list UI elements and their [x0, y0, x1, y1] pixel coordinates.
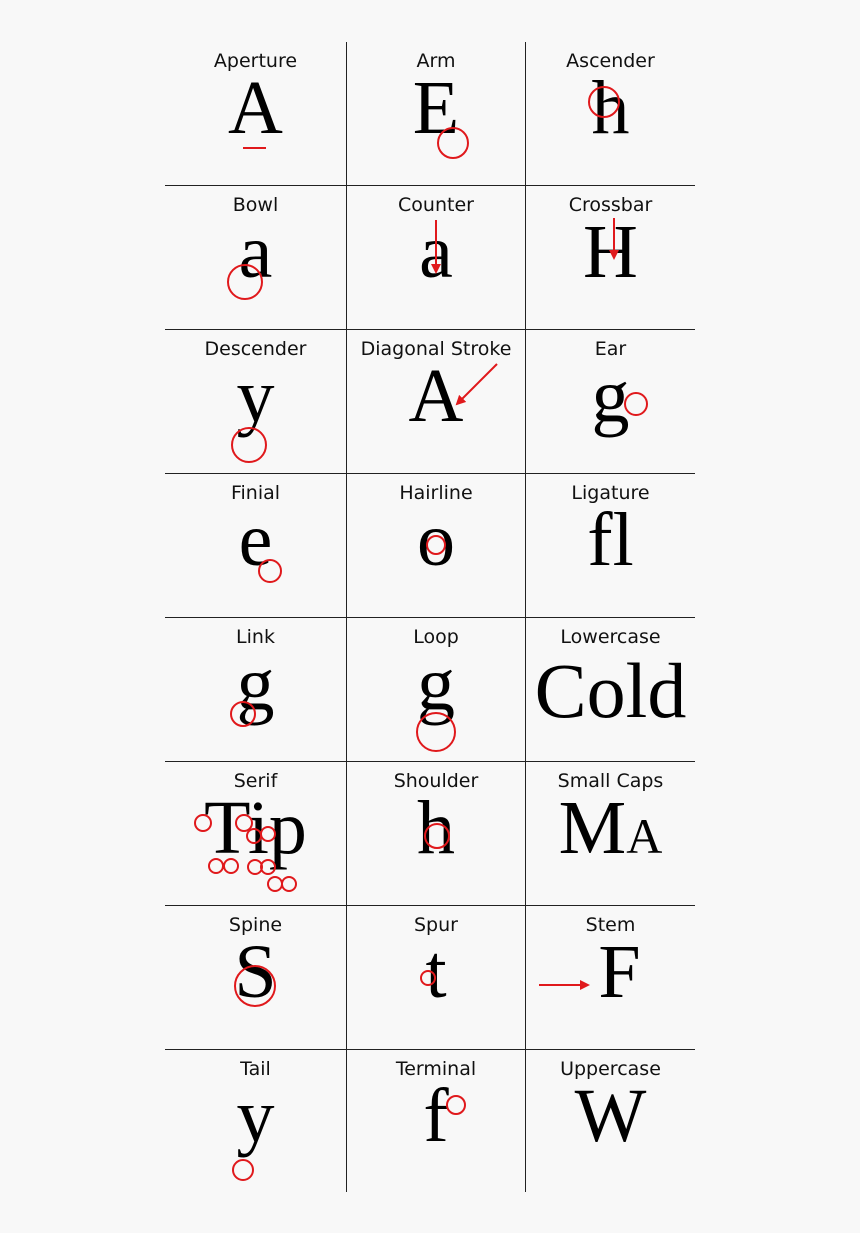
term-label: Spine	[228, 914, 283, 936]
term-label: Lowercase	[560, 626, 661, 648]
cell-finial	[165, 474, 346, 617]
term-label: Stem	[585, 914, 636, 936]
term-label: Terminal	[395, 1058, 477, 1080]
specimen-glyph: a	[238, 210, 273, 294]
cell-spine	[165, 906, 346, 1049]
specimen-glyph: W	[574, 1074, 647, 1158]
cell-link	[165, 618, 346, 761]
term-label: Crossbar	[568, 194, 653, 216]
specimen-glyph: fl	[587, 498, 634, 582]
term-label: Loop	[413, 626, 459, 648]
cell-aperture	[165, 42, 346, 185]
specimen-glyph: e	[238, 498, 273, 582]
specimen-glyph: g	[417, 642, 455, 726]
specimen-glyph: g	[591, 354, 630, 438]
cell-small-caps	[526, 762, 695, 905]
small-caps-reduced: A	[626, 808, 663, 864]
specimen-glyph: a	[419, 210, 453, 294]
cell-diagonal-stroke	[347, 330, 525, 473]
cell-terminal	[347, 1050, 525, 1193]
term-label: Bowl	[232, 194, 279, 216]
term-label: Small Caps	[557, 770, 664, 792]
specimen-glyph: F	[598, 930, 641, 1014]
term-label: Arm	[416, 50, 456, 72]
term-label: Shoulder	[393, 770, 479, 792]
cell-bowl	[165, 186, 346, 329]
term-label: Descender	[204, 338, 307, 360]
specimen-glyph: h	[417, 786, 455, 870]
cell-stem	[526, 906, 695, 1049]
term-label: Link	[236, 626, 275, 648]
term-label: Serif	[233, 770, 278, 792]
cell-descender	[165, 330, 346, 473]
term-label: Finial	[230, 482, 281, 504]
term-label: Ear	[594, 338, 627, 360]
specimen-glyph: o	[417, 498, 455, 582]
specimen-glyph: Tip	[204, 786, 307, 870]
cell-tail	[165, 1050, 346, 1193]
cell-hairline	[347, 474, 525, 617]
specimen-glyph: E	[412, 66, 460, 150]
cell-spur	[347, 906, 525, 1049]
cell-arm	[347, 42, 525, 185]
term-label: Hairline	[399, 482, 473, 504]
cell-ascender	[526, 42, 695, 185]
specimen-glyph: t	[425, 930, 447, 1014]
term-label: Aperture	[213, 50, 298, 72]
term-label: Ascender	[566, 50, 655, 72]
specimen-glyph: f	[423, 1074, 449, 1158]
specimen-glyph: A	[408, 354, 464, 438]
term-label: Diagonal Stroke	[360, 338, 512, 360]
cell-loop	[347, 618, 525, 761]
specimen-glyph	[526, 786, 695, 870]
specimen-glyph: h	[591, 66, 630, 150]
cell-counter	[347, 186, 525, 329]
term-label: Spur	[414, 914, 458, 936]
term-label: Uppercase	[560, 1058, 661, 1080]
term-label: Counter	[398, 194, 474, 216]
specimen-glyph: Cold	[534, 647, 687, 734]
cell-lowercase	[526, 618, 695, 761]
specimen-glyph: g	[236, 642, 275, 726]
small-caps-glyph: M	[558, 786, 627, 870]
term-label: Tail	[240, 1058, 271, 1080]
specimen-glyph: y	[236, 354, 275, 438]
specimen-glyph: A	[228, 66, 283, 150]
specimen-glyph: y	[236, 1074, 275, 1158]
cell-uppercase	[526, 1050, 695, 1193]
cell-ear	[526, 330, 695, 473]
cell-serif	[165, 762, 346, 905]
cell-shoulder	[347, 762, 525, 905]
term-label: Ligature	[571, 482, 650, 504]
cell-crossbar	[526, 186, 695, 329]
specimen-glyph: H	[583, 210, 638, 294]
cell-ligature	[526, 474, 695, 617]
specimen-glyph: S	[234, 930, 277, 1014]
